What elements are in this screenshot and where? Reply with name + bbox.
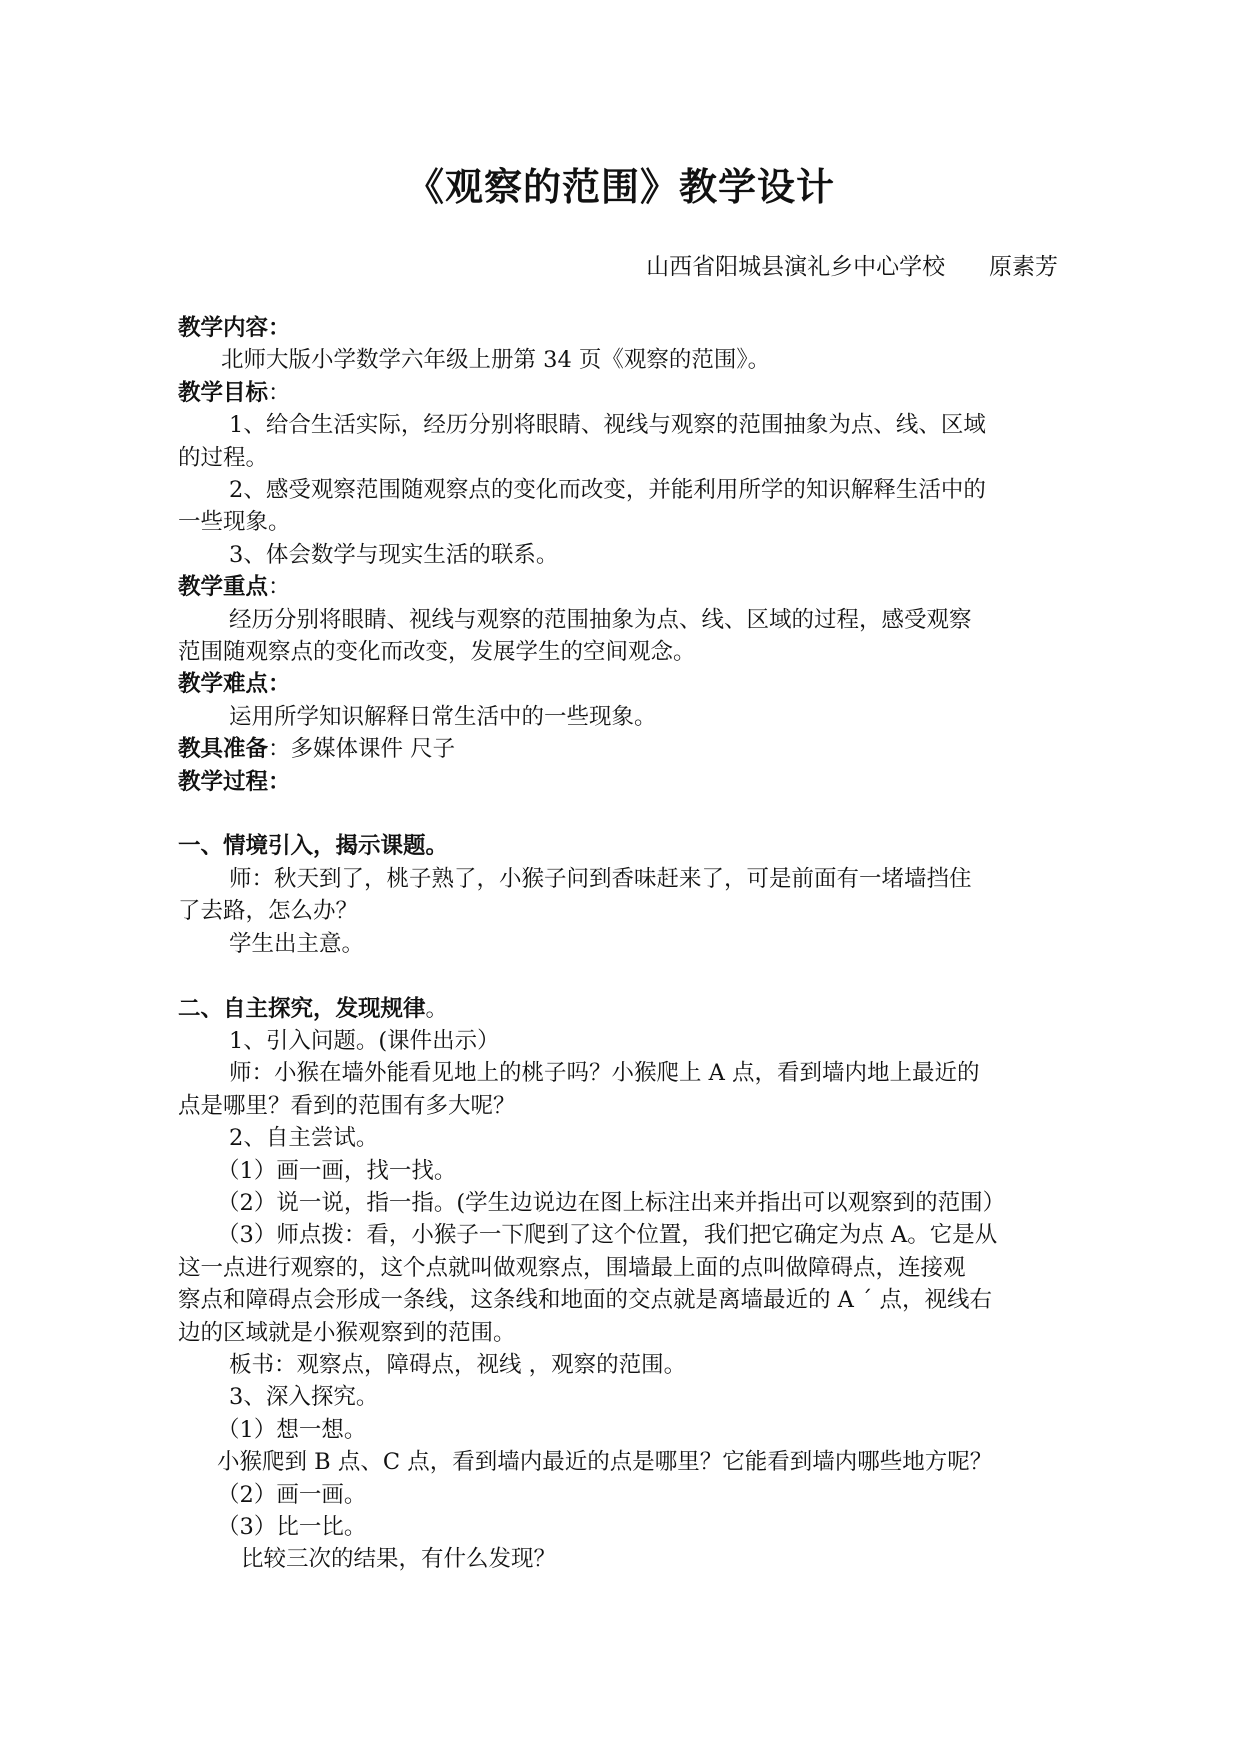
section-2-heading-end: 。 (425, 995, 449, 1022)
section-2-step-2-item-3-line-4: 边的区域就是小猴观察到的范围。 (178, 1319, 516, 1346)
document-title: 《观察的范围》教学设计 (405, 165, 835, 209)
section-2-question-line-2: 点是哪里？看到的范围有多大呢？ (178, 1092, 516, 1119)
section-2-step-2-item-3-line-2: 这一点进行观察的，这个点就叫做观察点，围墙最上面的点叫做障碍点，连接观 (178, 1254, 966, 1281)
goal-3: 3、体会数学与现实生活的联系。 (229, 541, 559, 568)
key-heading-colon: ： (268, 574, 291, 601)
section-2-heading-line (178, 993, 1068, 1025)
section-1-para-1-line-2: 了去路，怎么办？ (178, 898, 359, 925)
process-heading: 教学过程： (178, 768, 291, 795)
section-2-step-2-item-3-line-3: 察点和障碍点会形成一条线，这条线和地面的交点就是离墙最近的 A ˊ 点，视线右 (178, 1287, 992, 1314)
goal-2-line-1: 2、感受观察范围随观察点的变化而改变，并能利用所学的知识解释生活中的 (229, 477, 986, 504)
difficulty-text: 运用所学知识解释日常生活中的一些现象。 (229, 703, 657, 730)
section-2-question-line-1: 师：小猴在墙外能看见地上的桃子吗？小猴爬上 A 点，看到墙内地上最近的 (229, 1060, 980, 1087)
section-2-step-2-item-3-line-1: （3）师点拨：看，小猴子一下爬到了这个位置，我们把它确定为点 A。它是从 (217, 1222, 998, 1249)
section-1-heading: 一、情境引入，揭示课题。 (178, 833, 449, 860)
document-body (178, 312, 1068, 1576)
goals-heading (178, 377, 1068, 409)
content-heading: 教学内容： (178, 315, 291, 341)
section-2-step-2: 2、自主尝试。 (229, 1125, 379, 1152)
goals-heading-text: 教学目标 (178, 379, 269, 406)
spacer (178, 798, 1068, 830)
difficulty-heading: 教学难点： (178, 671, 291, 698)
key-line-1: 经历分别将眼睛、视线与观察的范围抽象为点、线、区域的过程，感受观察 (229, 606, 972, 633)
section-1-para-2: 学生出主意。 (229, 930, 365, 957)
author-line: 山西省阳城县演礼乡中心学校 原素芳 (646, 254, 1058, 280)
section-2-step-2-item-1: （1）画一画，找一找。 (217, 1157, 457, 1184)
goal-2-line-2: 一些现象。 (178, 509, 291, 536)
content-text: 北师大版小学数学六年级上册第 34 页《观察的范围》。 (221, 347, 771, 374)
section-2-step-3: 3、深入探究。 (229, 1384, 379, 1411)
section-2-step-3-compare: 比较三次的结果，有什么发现？ (241, 1546, 557, 1573)
key-line-2: 范围随观察点的变化而改变，发展学生的空间观念。 (178, 639, 696, 666)
section-2-step-1: 1、引入问题。(课件出示） (229, 1027, 500, 1054)
section-1-para-1-line-1: 师：秋天到了，桃子熟了，小猴子问到香味赶来了，可是前面有一堵墙挡住 (229, 865, 972, 892)
spacer (178, 960, 1068, 992)
key-heading-text: 教学重点 (178, 574, 269, 601)
section-2-step-3-item-3: （3）比一比。 (217, 1514, 367, 1540)
goal-1-line-1: 1、给合生活实际，经历分别将眼睛、视线与观察的范围抽象为点、线、区域 (229, 412, 986, 439)
section-2-heading: 二、自主探究，发现规律 (178, 995, 426, 1022)
section-2-step-3-item-2: （2）画一画。 (217, 1481, 367, 1508)
tools-heading: 教具准备 (178, 736, 269, 763)
key-heading (178, 571, 1068, 603)
tools-line (178, 733, 1068, 765)
goal-1-line-2: 的过程。 (178, 444, 269, 471)
goals-heading-colon: ： (268, 379, 291, 406)
tools-text: ：多媒体课件 尺子 (268, 736, 456, 763)
section-2-step-3-item-1: （1）想一想。 (217, 1416, 367, 1443)
board-notes: 板书：观察点，障碍点，视线 ，观察的范围。 (229, 1351, 687, 1378)
section-2-step-3-question: 小猴爬到 B 点、C 点，看到墙内最近的点是哪里？它能看到墙内哪些地方呢？ (217, 1449, 993, 1476)
section-2-step-2-item-2: （2）说一说，指一指。(学生边说边在图上标注出来并指出可以观察到的范围） (217, 1189, 1006, 1216)
